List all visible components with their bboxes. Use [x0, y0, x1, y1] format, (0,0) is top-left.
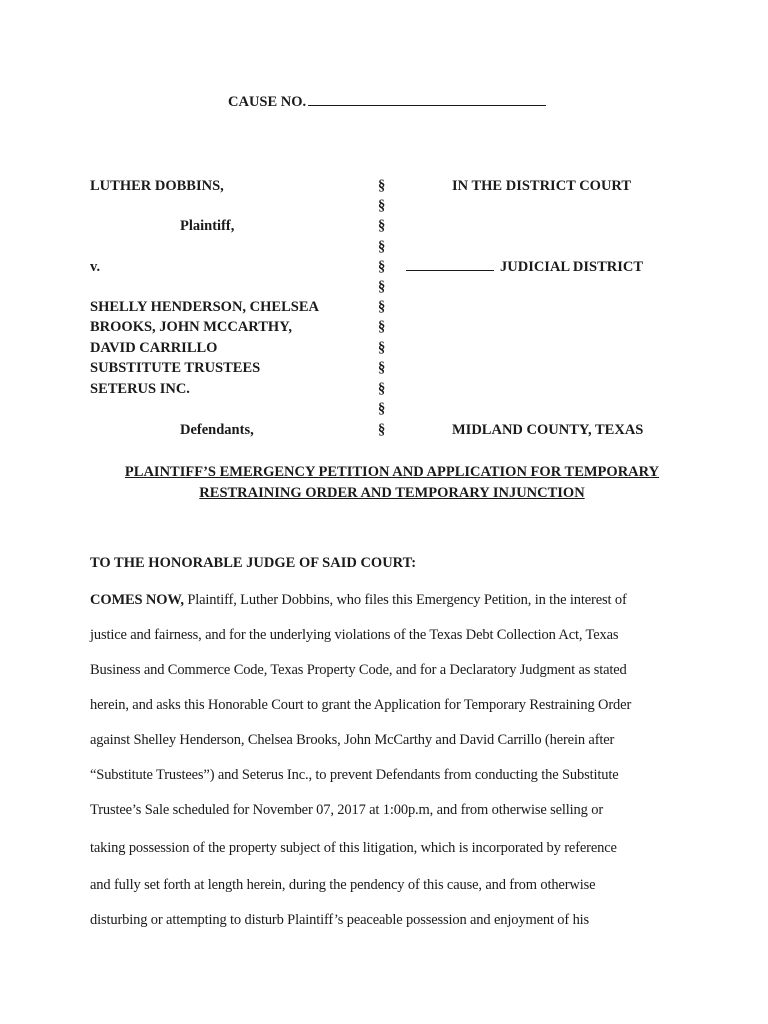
- title-line-2: RESTRAINING ORDER AND TEMPORARY INJUNCTION: [199, 485, 585, 501]
- section-symbol: §: [378, 319, 386, 335]
- body-line-1-text: Plaintiff, Luther Dobbins, who files this Emergency Petition, in the interest of: [183, 592, 627, 608]
- defendant-line-2: BROOKS, JOHN MCCARTHY,: [90, 319, 292, 335]
- cause-label: CAUSE NO.: [228, 94, 307, 110]
- section-symbol: §: [378, 218, 386, 234]
- body-lead: COMES NOW,: [90, 592, 184, 608]
- body-line: taking possession of the property subject of this litigation, which is incorporated by reference: [90, 840, 617, 856]
- plaintiff-name: LUTHER DOBBINS,: [90, 178, 224, 194]
- defendant-line-3: DAVID CARRILLO: [90, 340, 218, 356]
- defendant-line-4: SUBSTITUTE TRUSTEES: [90, 360, 261, 376]
- body-line: Business and Commerce Code, Texas Property Code, and for a Declaratory Judgment as stated: [90, 662, 627, 678]
- body-line: herein, and asks this Honorable Court to grant the Application for Temporary Restraining Order: [90, 697, 632, 713]
- case-caption: [0, 176, 768, 446]
- cause-number: [228, 94, 546, 111]
- body-line: “Substitute Trustees”) and Seterus Inc., to prevent Defendants from conducting the Substitute: [90, 767, 619, 783]
- defendant-line-1: SHELLY HENDERSON, CHELSEA: [90, 299, 319, 315]
- body-line: disturbing or attempting to disturb Plaintiff’s peaceable possession and enjoyment of his: [90, 912, 590, 928]
- section-symbol: §: [378, 279, 386, 295]
- section-symbol: §: [378, 259, 386, 275]
- section-symbol: §: [378, 422, 386, 438]
- section-symbol: §: [378, 360, 386, 376]
- greeting: TO THE HONORABLE JUDGE OF SAID COURT:: [90, 555, 417, 571]
- section-symbol: §: [378, 178, 386, 194]
- body-line: justice and fairness, and for the underlying violations of the Texas Debt Collection Act, Texas: [90, 627, 619, 643]
- section-symbol: §: [378, 401, 386, 417]
- section-symbol: §: [378, 239, 386, 255]
- section-symbol: §: [378, 299, 386, 315]
- section-symbol: §: [378, 381, 386, 397]
- defendant-line-5: SETERUS INC.: [90, 381, 190, 397]
- plaintiff-label: Plaintiff,: [180, 218, 235, 234]
- judicial-district-label: JUDICIAL DISTRICT: [500, 259, 644, 275]
- body-line: Trustee’s Sale scheduled for November 07, 2017 at 1:00p.m, and from otherwise selling or: [90, 802, 603, 818]
- county: MIDLAND COUNTY, TEXAS: [452, 422, 644, 438]
- petition-title: [60, 462, 724, 504]
- body-line: against Shelley Henderson, Chelsea Brooks, John McCarthy and David Carrillo (herein after: [90, 732, 615, 748]
- title-line-1: PLAINTIFF’S EMERGENCY PETITION AND APPLICATION FOR TEMPORARY: [124, 464, 660, 480]
- section-symbol: §: [378, 198, 386, 214]
- cause-number-blank: [308, 94, 546, 106]
- body-line: and fully set forth at length herein, during the pendency of this cause, and from otherwise: [90, 877, 596, 893]
- court-name: IN THE DISTRICT COURT: [452, 178, 632, 194]
- body-line: [90, 592, 627, 609]
- defendants-label: Defendants,: [180, 422, 254, 438]
- judicial-district: [406, 259, 643, 276]
- versus: v.: [90, 259, 101, 275]
- judicial-district-blank: [406, 259, 494, 271]
- section-symbol: §: [378, 340, 386, 356]
